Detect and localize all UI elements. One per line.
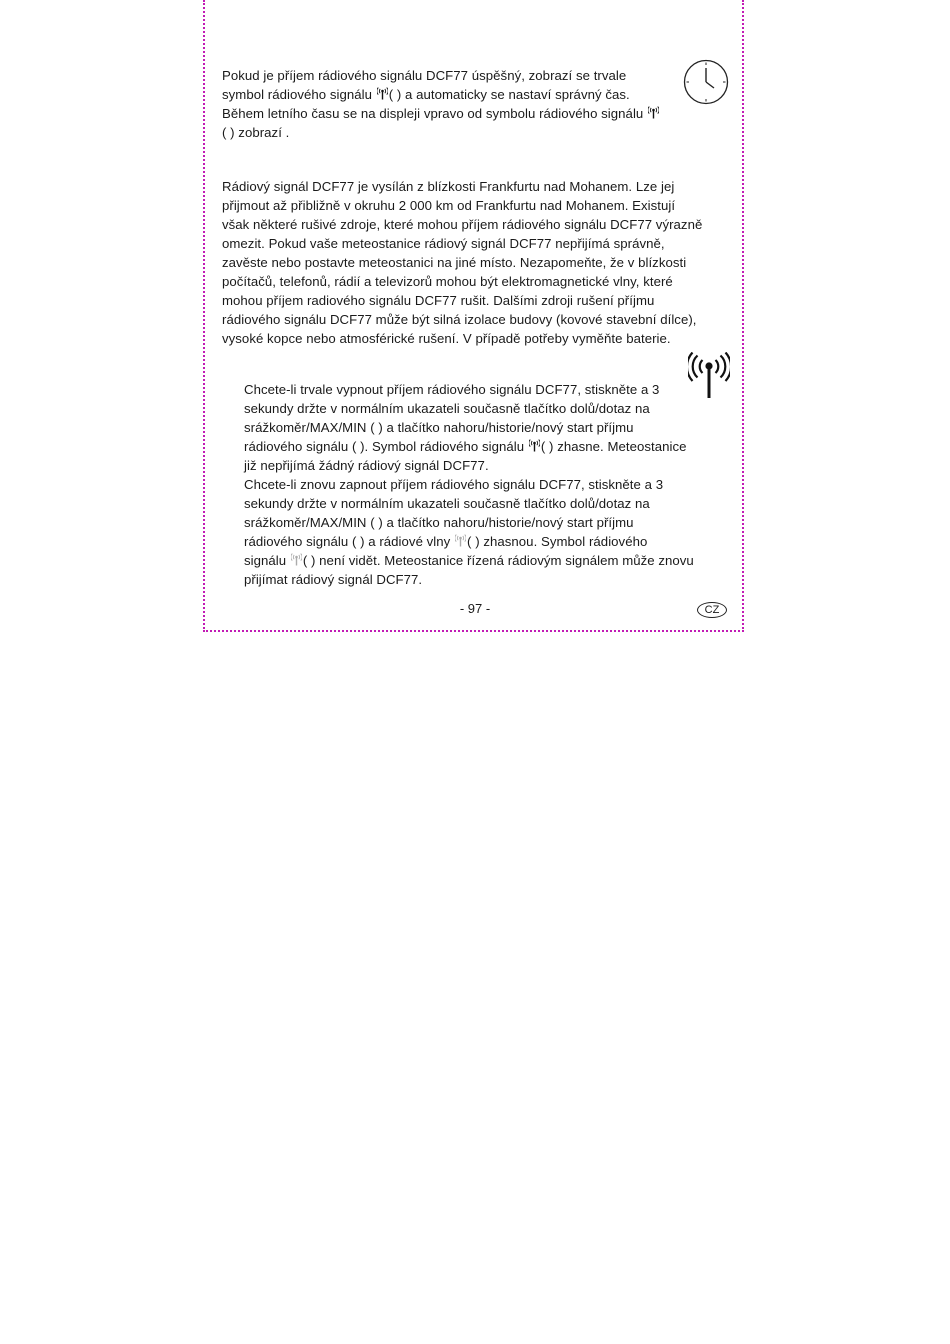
text-segment: ( ) zhasne. Meteostanice xyxy=(540,439,687,454)
page-number: - 97 - xyxy=(459,601,491,616)
text-line: srážkoměr/MAX/MIN ( ) a tlačítko nahoru/historie/nový start příjmu xyxy=(244,515,634,530)
country-code-badge: CZ xyxy=(697,602,727,618)
text-line: přijímat rádiový signál DCF77. xyxy=(244,572,423,587)
text-line: sekundy držte v normálním ukazateli současně tlačítko dolů/dotaz na xyxy=(244,401,650,416)
text-segment: Během letního času se na displeji vpravo od symbolu rádiového signálu xyxy=(222,106,644,121)
text-segment: ( ) a automaticky se nastaví správný čas. xyxy=(388,87,630,102)
text-line xyxy=(222,104,660,123)
text-line xyxy=(244,551,694,570)
text-line: počítačů, telefonů, rádií a televizorů mohou být elektromagnetické vlny, které xyxy=(222,274,673,289)
antenna-icon xyxy=(648,106,659,119)
text-line: již nepřijímá žádný rádiový signál DCF77. xyxy=(244,458,489,473)
text-line xyxy=(244,532,694,551)
antenna-icon xyxy=(455,534,466,547)
text-line: vysoké kopce nebo atmosférické rušení. V případě potřeby vyměňte baterie. xyxy=(222,331,671,346)
text-line: zavěste nebo postavte meteostanici na jiné místo. Nezapomeňte, že v blízkosti xyxy=(222,255,687,270)
text-line: sekundy držte v normálním ukazateli současně tlačítko dolů/dotaz na xyxy=(244,496,650,511)
antenna-icon xyxy=(291,553,302,566)
text-segment: rádiového signálu ( ) a rádiové vlny xyxy=(244,534,451,549)
clock-icon xyxy=(682,58,730,106)
radio-signal-antenna-icon xyxy=(688,352,730,400)
antenna-icon xyxy=(529,439,540,452)
text-line: ( ) zobrazí . xyxy=(222,125,290,140)
text-line xyxy=(244,437,694,456)
paragraph-signal-info xyxy=(222,177,702,348)
text-line: přijmout až přibližně v okruhu 2 000 km od Frankfurtu nad Mohanem. Existují xyxy=(222,198,676,213)
text-line: srážkoměr/MAX/MIN ( ) a tlačítko nahoru/historie/nový start příjmu xyxy=(244,420,634,435)
text-line: Pokud je příjem rádiového signálu DCF77 úspěšný, zobrazí se trvale xyxy=(222,68,627,83)
text-line: omezit. Pokud vaše meteostanice rádiový signál DCF77 nepřijímá správně, xyxy=(222,236,665,251)
text-line xyxy=(222,85,660,104)
text-segment: signálu xyxy=(244,553,287,568)
text-segment: rádiového signálu ( ). Symbol rádiového signálu xyxy=(244,439,525,454)
text-line: Chcete-li trvale vypnout příjem rádiového signálu DCF77, stiskněte a 3 xyxy=(244,382,660,397)
text-segment: ( ) zhasnou. Symbol rádiového xyxy=(467,534,648,549)
paragraph-signal-toggle xyxy=(244,380,694,589)
text-line: rádiového signálu DCF77 může být silná izolace budovy (kovové stavební dílce), xyxy=(222,312,697,327)
text-segment: symbol rádiového signálu xyxy=(222,87,373,102)
text-line: mohou příjem radiového signálu DCF77 rušit. Dalšími zdroji rušení příjmu xyxy=(222,293,655,308)
paragraph-signal-received xyxy=(222,66,660,142)
text-line: Chcete-li znovu zapnout příjem rádiového signálu DCF77, stiskněte a 3 xyxy=(244,477,664,492)
text-line: Rádiový signál DCF77 je vysílán z blízkosti Frankfurtu nad Mohanem. Lze jej xyxy=(222,179,675,194)
antenna-icon xyxy=(377,87,388,100)
text-segment: ( ) není vidět. Meteostanice řízená rádiovým signálem může znovu xyxy=(302,553,694,568)
text-line: však některé rušivé zdroje, které mohou příjem rádiového signálu DCF77 výrazně xyxy=(222,217,703,232)
